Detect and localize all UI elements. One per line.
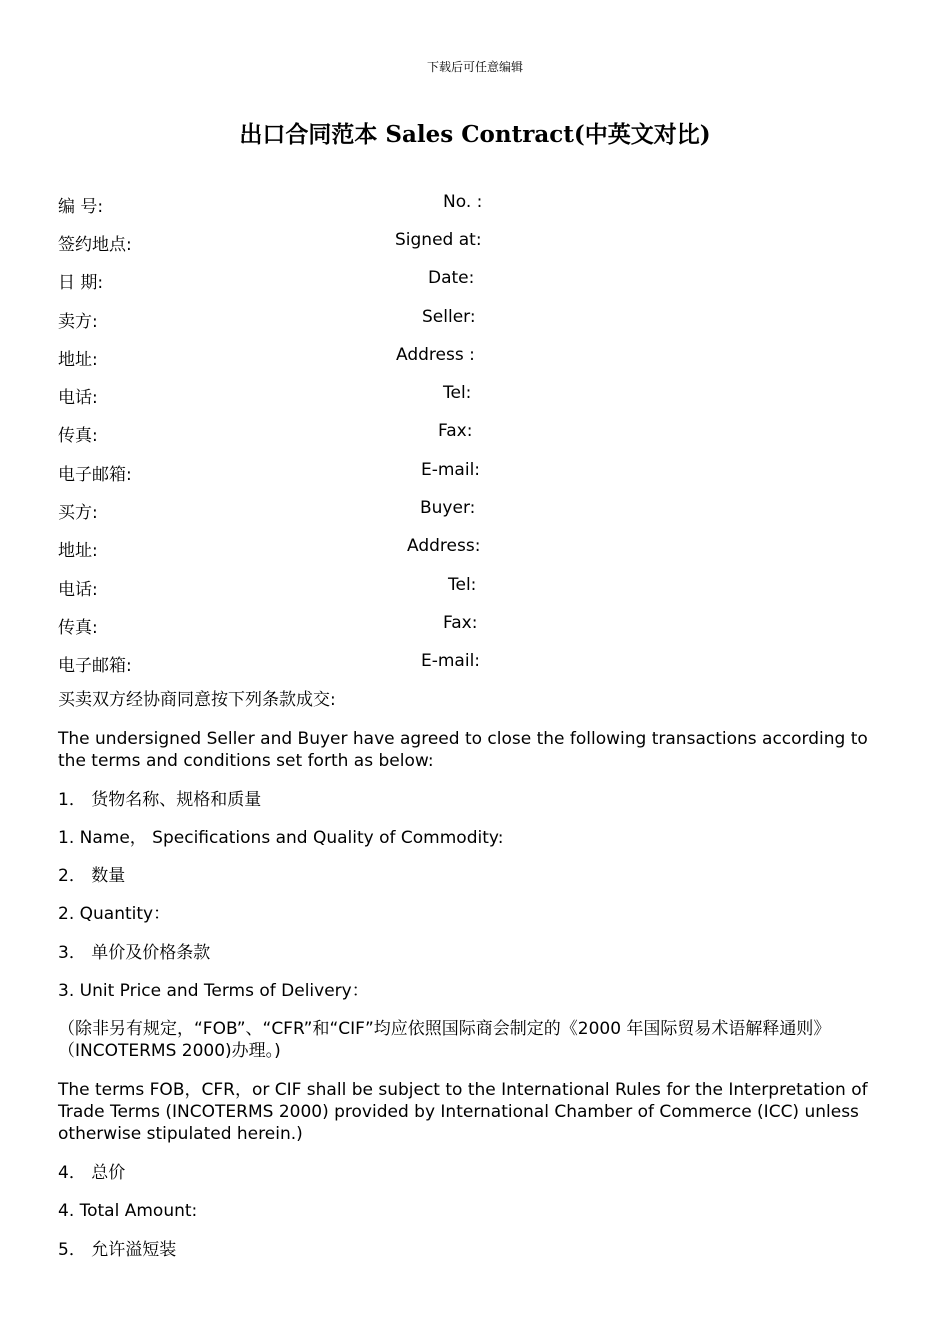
field-label-zh: 卖方: [58,312,98,332]
field-buyer-tel [0,575,950,599]
field-buyer-address [0,536,950,560]
field-label-en: Buyer: [420,498,476,518]
item4-zh: 4． 总价 [58,1163,126,1183]
field-label-en: Fax: [438,421,473,441]
field-seller-fax [0,421,950,445]
intro-en: The undersigned Seller and Buyer have agreed to close the following transactions according to the terms and conditions set forth as below: [58,729,868,771]
field-label-zh: 签约地点: [58,235,132,255]
item5-zh: 5． 允许溢短装 [58,1240,177,1260]
field-label-zh: 传真: [58,618,98,638]
field-label-en: E-mail: [421,651,481,671]
field-buyer [0,498,950,522]
field-buyer-fax [0,613,950,637]
item1-zh: 1． 货物名称、规格和质量 [58,790,262,810]
field-label-zh: 地址: [58,350,98,370]
item2-en: 2. Quantity： [58,904,171,924]
field-label-en: Tel: [443,383,472,403]
field-seller-tel [0,383,950,407]
field-label-en: Seller: [422,307,476,327]
field-label-zh: 电话: [58,580,98,600]
item3-en: 3. Unit Price and Terms of Delivery： [58,981,369,1001]
field-label-zh: 买方: [58,503,98,523]
item4-en: 4. Total Amount: [58,1201,198,1221]
field-label-zh: 电话: [58,388,98,408]
field-label-zh: 日 期: [58,273,104,293]
field-label-zh: 地址: [58,541,98,561]
document-title: 出口合同范本 Sales Contract(中英文对比) [239,121,711,148]
item3-note-en: The terms FOB，CFR，or CIF shall be subject to the International Rules for the Interpretation of Trade Terms (INCOTERMS 2000) provided by International Chamber of Commerce (ICC) unless otherwise stipulated herein.) [58,1080,868,1144]
header-note: 下载后可任意编辑 [426,60,523,74]
field-number [0,192,950,216]
field-label-zh: 传真: [58,426,98,446]
field-label-en: Tel: [448,575,477,595]
field-seller-email [0,460,950,484]
item2-zh: 2． 数量 [58,866,126,886]
field-label-en: E-mail: [421,460,481,480]
field-seller [0,307,950,331]
field-label-en: Fax: [443,613,478,633]
field-label-zh: 电子邮箱: [58,656,132,676]
field-label-en: Date: [428,268,475,288]
field-label-en: No. : [443,192,483,212]
field-label-en: Address : [396,345,475,365]
field-label-en: Signed at: [395,230,482,250]
item3-zh: 3． 单价及价格条款 [58,943,211,963]
item1-en: 1. Name， Specifications and Quality of Commodity: [58,828,504,848]
intro-zh: 买卖双方经协商同意按下列条款成交: [58,690,336,710]
field-label-en: Address: [407,536,481,556]
field-label-zh: 电子邮箱: [58,465,132,485]
field-label-zh: 编 号: [58,197,104,217]
item3-note-zh: （除非另有规定，“FOB”、“CFR”和“CIF”均应依照国际商会制定的《2000 年国际贸易术语解释通则》（INCOTERMS 2000)办理。) [58,1019,831,1061]
field-seller-address [0,345,950,369]
field-date [0,268,950,292]
field-signed-at [0,230,950,254]
field-buyer-email [0,651,950,675]
